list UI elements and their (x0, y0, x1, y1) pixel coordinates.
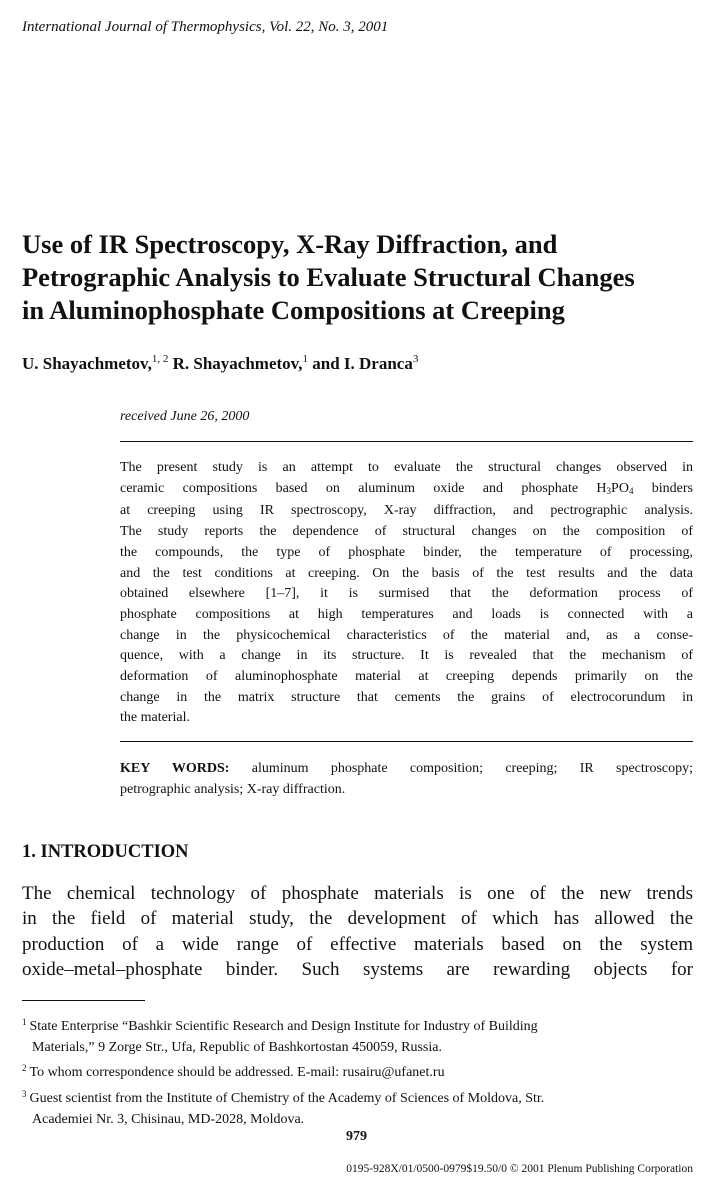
subscript: 4 (628, 485, 634, 496)
author-name: U. Shayachmetov, (22, 354, 152, 373)
abstract-line: change in the physicochemical characteristics of the material and, as a conse- (120, 627, 693, 643)
abstract-line: at creeping using IR spectroscopy, X-ray diffraction, and pectrographic analysis. (120, 503, 693, 519)
footnote-continuation: Materials,” 9 Zorge Str., Ufa, Republic of Bashkortostan 450059, Russia. (32, 1039, 442, 1055)
title-line: in Aluminophosphate Compositions at Creeping (22, 295, 565, 325)
abstract-line: deformation of aluminophosphate material at creeping depends primarily on the (120, 669, 693, 685)
author-affiliation-marker: 1 (302, 353, 308, 365)
author-affiliation-marker: 1, 2 (151, 353, 169, 365)
abstract-line: the compounds, the type of phosphate binder, the temperature of processing, (120, 544, 693, 560)
body-line: oxide–metal–phosphate binder. Such systems are rewarding objects for (22, 958, 693, 980)
author-name: R. Shayachmetov, (172, 354, 303, 373)
author-affiliation-marker: 3 (412, 353, 419, 365)
subscript: 3 (606, 485, 612, 496)
footnote-number: 2 (22, 1063, 27, 1074)
footnote-rule (22, 1000, 145, 1001)
body-line: The chemical technology of phosphate materials is one of the new trends (22, 883, 693, 904)
keywords-label: KEY WORDS: (120, 761, 230, 776)
footnote: $^1$ State Enterprise “Bashkir Scientific Research and Design Institute for Industry of Building (22, 1017, 538, 1034)
journal-citation: International Journal of Thermophysics, Vol. 22, No. 3, 2001 (22, 19, 389, 35)
body-line: in the field of material study, the development of which has allowed the (22, 908, 693, 930)
keywords-line: KEY WORDS: aluminum phosphate composition; creeping; IR spectroscopy; (120, 761, 693, 776)
abstract (120, 458, 693, 729)
abstract-line: obtained elsewhere [1–7], it is surmised that the deformation process of (120, 586, 693, 602)
page-number: 979 (346, 1129, 367, 1144)
author-list (22, 353, 418, 374)
footnote-number: 1 (22, 1017, 27, 1027)
title-line: Use of IR Spectroscopy, X-Ray Diffraction, and (22, 229, 558, 259)
abstract-bottom-rule (120, 741, 693, 742)
footnote: $^2$ To whom correspondence should be addressed. E-mail: rusairu@ufanet.ru (22, 1063, 445, 1081)
copyright-line: 0195-928X/01/0500-0979$19.50/0 © 2001 Plenum Publishing Corporation (346, 1163, 693, 1175)
abstract-line: quence, with a change in its structure. It is revealed that the mechanism of (120, 648, 693, 664)
abstract-line: The present study is an attempt to evaluate the structural changes observed in (120, 460, 693, 475)
title-line: Petrographic Analysis to Evaluate Structural Changes (22, 262, 635, 292)
abstract-line: The study reports the dependence of structural changes on the composition of (120, 524, 693, 540)
footnotes (22, 1012, 693, 1131)
abstract-line: phosphate compositions at high temperatures and loads is connected with a (120, 606, 693, 622)
received-date: received June 26, 2000 (120, 409, 250, 424)
abstract-line: and the test conditions at creeping. On the basis of the test results and the data (120, 565, 693, 581)
body-line: production of a wide range of effective materials based on the system (22, 933, 693, 955)
abstract-line: ceramic compositions based on aluminum oxide and phosphate $H_3PO_4$ binders (120, 480, 693, 496)
keywords (120, 758, 693, 800)
section-heading: 1. INTRODUCTION (22, 842, 189, 862)
abstract-top-rule (120, 441, 693, 442)
body-paragraph (22, 881, 693, 982)
abstract-line: change in the matrix structure that cements the grains of electrocorundum in (120, 689, 693, 705)
article-title (22, 228, 702, 327)
author-name: and I. Dranca (312, 354, 413, 373)
footnote: $^3$ Guest scientist from the Institute of Chemistry of the Academy of Sciences of Moldova, Str. (22, 1089, 545, 1107)
footnote-number: 3 (22, 1089, 27, 1100)
abstract-line: the material. (120, 710, 190, 726)
footnote-continuation: Academiei Nr. 3, Chisinau, MD-2028, Moldova. (32, 1111, 305, 1127)
keywords-line: petrographic analysis; X-ray diffraction. (120, 782, 346, 797)
